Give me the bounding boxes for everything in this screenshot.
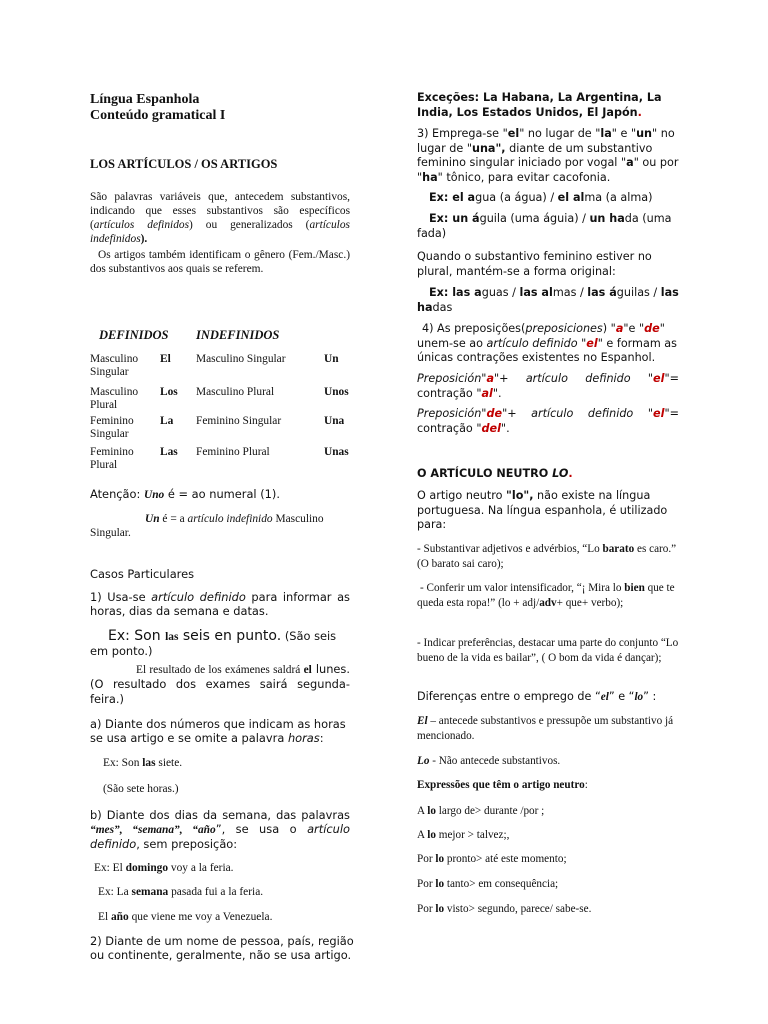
text: semana: [131, 886, 169, 898]
text: diante de um substantivo feminino singular iniciado por vogal ": [417, 141, 653, 169]
example-4: [94, 861, 234, 875]
text: domingo: [125, 862, 169, 874]
text: Diferenças entre o emprego de “: [417, 690, 601, 703]
excecoes: [417, 91, 679, 120]
table-row: [90, 446, 360, 476]
text: .: [568, 467, 573, 480]
text: Exceções: La Habana, La Argentina, La India, Los Estados Unidos, El Japón: [417, 91, 662, 119]
text: contração ": [417, 421, 482, 435]
item-3: [417, 127, 679, 185]
text: das: [432, 300, 453, 314]
text: que te queda esta ropa!” (lo + adj/: [417, 582, 675, 609]
text: ).: [140, 233, 148, 245]
text: un: [636, 127, 653, 140]
text: las á: [587, 286, 617, 299]
text: año: [110, 911, 129, 923]
text: preposiciones: [525, 322, 603, 335]
text: las: [142, 757, 156, 769]
text: las ha: [417, 286, 679, 314]
text: ” :: [643, 690, 657, 703]
text: é = a: [159, 513, 188, 525]
use-2: [417, 581, 679, 610]
text: el: [653, 407, 665, 420]
definite-article: Las: [160, 446, 178, 458]
text: una",: [472, 141, 506, 155]
text: ".: [500, 421, 510, 435]
example-plural: [417, 286, 679, 315]
text: “mes”, “semana”, “año: [90, 824, 216, 836]
item-1: [90, 590, 350, 618]
text: "=: [664, 407, 679, 420]
text: Un: [145, 513, 160, 525]
text: Por: [417, 853, 436, 865]
subtitle: Conteúdo gramatical I: [90, 108, 226, 123]
text: 4) As preposições(: [422, 322, 526, 335]
text: Uno: [143, 489, 165, 501]
text: :: [584, 779, 588, 791]
text: ".: [492, 386, 502, 400]
text: "=: [664, 372, 679, 385]
table-row: [90, 386, 360, 415]
text: barato: [602, 543, 635, 555]
text: artículos indefinidos: [90, 219, 350, 245]
text: não existe na língua portuguesa. Na língua espanhola, é utilizado para:: [417, 489, 668, 531]
row-label: Feminino Singular: [196, 415, 282, 427]
expression-item: [417, 804, 544, 819]
text: Ex: el a: [429, 191, 476, 204]
text: mejor > talvez;,: [435, 829, 510, 841]
text: siete.: [155, 757, 183, 769]
diferencas: [417, 690, 656, 705]
expression-item: [417, 877, 558, 892]
text: - Conferir um valor intensificador, “¡ Mira lo: [420, 582, 625, 594]
text: Por: [417, 903, 436, 915]
text: ” e “: [608, 690, 635, 703]
indefinite-article: Unos: [324, 386, 349, 398]
text: que viene me voy a Venezuela.: [128, 911, 273, 923]
text: tanto> em consequência;: [444, 878, 559, 890]
use-3: - Indicar preferências, destacar uma parte do conjunto “Lo bueno de la vida es bailar”, ( O bom da vida é dançar);: [417, 637, 679, 664]
text: la: [600, 127, 612, 140]
table-row: [90, 353, 360, 386]
text: un ha: [589, 212, 625, 225]
example-6: [98, 910, 272, 924]
text: El: [417, 715, 428, 727]
text: las al: [519, 286, 553, 299]
row-label: Feminino Singular: [90, 415, 134, 440]
text: es caro.” (O barato sai caro);: [417, 543, 677, 570]
text: Ex: las a: [429, 286, 482, 299]
document-title: [90, 92, 350, 124]
text: " no lugar de ": [417, 127, 675, 155]
text: el: [600, 691, 609, 703]
definite-article: El: [160, 353, 171, 365]
text: Expressões que têm o artigo neutro: [417, 779, 585, 791]
text: el al: [557, 191, 585, 204]
text: artículo definido: [90, 822, 350, 851]
text: O ARTÍCULO NEUTRO: [417, 467, 553, 480]
text: ma (a alma): [584, 191, 653, 204]
text: .: [637, 105, 642, 119]
preposition-de: [417, 407, 679, 436]
text: al: [481, 386, 493, 400]
example-aguila: [417, 212, 679, 241]
text: b) Diante dos dias da semana, das palavras: [90, 808, 350, 822]
text: Masculino Singular.: [90, 513, 324, 539]
text: artículo definido: [151, 590, 246, 604]
text: LO: [552, 467, 569, 480]
text: del: [481, 421, 501, 435]
text: Lo: [417, 755, 430, 767]
text: lo: [435, 878, 445, 890]
text: 1) Usa-se: [90, 590, 152, 604]
indefinite-article: Un: [324, 353, 339, 365]
text: Ex: El: [94, 862, 126, 874]
text: , sem preposição:: [136, 837, 238, 851]
text: – antecede substantivos e pressupõe um substantivo já mencionado.: [417, 715, 674, 742]
table-head-definidos: DEFINIDOS: [99, 328, 169, 342]
item-2: 2) Diante de um nome de pessoa, país, região ou continente, geralmente, não se usa artigo.: [90, 934, 354, 962]
expression-item: [417, 828, 509, 843]
text: A: [417, 829, 428, 841]
text: lo: [634, 691, 644, 703]
text: a: [615, 322, 624, 335]
expression-item: [417, 852, 567, 867]
row-label: Masculino Plural: [196, 386, 275, 398]
text: El resultado de los exámenes saldrá: [136, 664, 304, 676]
expressions-heading: [417, 778, 588, 793]
preposition-a: [417, 372, 679, 401]
text: "+ artículo definido ": [502, 407, 654, 420]
definite-article: La: [160, 415, 174, 427]
text: artículo definido: [486, 336, 578, 350]
text: São palavras variáveis que, antecedem substantivos, indicando que esses substantivos são específicos (: [90, 191, 350, 231]
text: voy a la feria.: [168, 862, 234, 874]
text: " unem-se ao: [417, 322, 665, 350]
text: mas /: [552, 286, 588, 299]
plural-note: Quando o substantivo feminino estiver no plural, mantém-se a forma original:: [417, 250, 652, 278]
example-1: [90, 629, 350, 658]
text: Atenção:: [90, 487, 144, 501]
text: (São seis em ponto.): [90, 629, 337, 658]
text: Preposición": [417, 407, 487, 420]
item-b: [90, 808, 350, 851]
text: - Substantivar adjetivos e advérbios, “Lo: [417, 543, 603, 555]
text: ": [577, 336, 587, 350]
gender-note: Os artigos também identificam o gênero (Fem./Masc.) dos substantivos aos quais se referem.: [90, 249, 350, 275]
row-label: Masculino Plural: [90, 386, 139, 411]
casos-heading: Casos Particulares: [90, 567, 195, 581]
row-label: Feminino Plural: [90, 446, 134, 471]
text: " no lugar de ": [519, 127, 601, 140]
text: el: [653, 372, 665, 385]
text: Preposición": [417, 372, 487, 385]
text: Ex: un á: [429, 212, 480, 225]
text: lo: [435, 853, 445, 865]
indefinite-article: Una: [324, 415, 345, 427]
title: Língua Espanhola: [90, 92, 200, 107]
text: de: [644, 322, 660, 335]
text: O artigo neutro: [417, 489, 507, 502]
text: " e ": [611, 127, 637, 140]
text: el: [303, 664, 312, 676]
atencao-note: [90, 487, 350, 502]
text: para informar as horas, dias da semana e datas.: [90, 590, 350, 618]
text: "e ": [623, 322, 645, 335]
example-5: [98, 885, 263, 899]
text: "+ artículo definido ": [494, 372, 654, 385]
text: lo: [435, 903, 445, 915]
section-heading: LOS ARTÍCULOS / OS ARTIGOS: [90, 157, 278, 171]
example-2: [90, 662, 350, 707]
text: lunes. (O resultado dos exames sairá segunda-feira.): [90, 662, 350, 706]
item-4: [417, 322, 679, 366]
text: visto> segundo, parece/ sabe-se.: [444, 903, 592, 915]
expression-item: [417, 902, 591, 917]
item-a: [90, 717, 350, 745]
text: El: [98, 911, 111, 923]
text: guilas /: [616, 286, 661, 299]
text: gua (a água) /: [475, 191, 558, 204]
example-3: [103, 756, 182, 770]
text: largo de> durante /por ;: [435, 805, 545, 817]
lo-definition: [417, 754, 560, 769]
text: é = ao numeral (1).: [164, 487, 280, 501]
text: ”, se usa o: [215, 822, 308, 836]
text: Ex: La: [98, 886, 132, 898]
text: de: [486, 407, 503, 420]
neutro-intro: [417, 489, 679, 533]
text: guila (uma águia) /: [479, 212, 590, 225]
text: seis en punto.: [178, 628, 282, 644]
text: el: [507, 127, 520, 140]
el-definition: [417, 714, 679, 743]
text: da (uma fada): [417, 212, 672, 240]
text: artículo indefinido: [187, 513, 273, 525]
text: lo: [427, 829, 436, 841]
text: - Não antecede substantivos.: [429, 755, 561, 767]
articles-table: [90, 353, 360, 476]
text: + que+ verbo);: [556, 596, 624, 609]
text: "lo",: [506, 489, 534, 502]
text: horas: [287, 731, 320, 745]
use-1: [417, 542, 679, 571]
example-agua: [429, 191, 653, 206]
text: " tônico, para evitar cacofonia.: [437, 170, 611, 184]
text: " ou por ": [417, 156, 679, 184]
row-label: Masculino Singular: [90, 353, 139, 378]
text: pasada fui a la feria.: [168, 886, 264, 898]
indefinite-article: Unas: [324, 446, 349, 458]
text: 3) Emprega-se ": [417, 127, 508, 140]
intro-paragraph: [90, 190, 350, 246]
row-label: Masculino Singular: [196, 353, 286, 365]
text: las: [165, 631, 179, 643]
text: a) Diante dos números que indicam as horas se usa artigo e se omite a palavra: [90, 717, 346, 745]
text: guas /: [481, 286, 520, 299]
definite-article: Los: [160, 386, 178, 398]
text: lo: [427, 805, 436, 817]
example-3-translation: (São sete horas.): [103, 783, 179, 795]
text: artículos definidos: [93, 219, 190, 231]
text: a: [486, 372, 495, 385]
text: A: [417, 805, 428, 817]
table-row: [90, 415, 360, 446]
text: Ex: Son: [103, 757, 143, 769]
text: pronto> até este momento;: [444, 853, 567, 865]
text: :: [319, 731, 324, 745]
text: ) ou generalizados (: [189, 219, 310, 231]
text: contração ": [417, 386, 482, 400]
text: Ex: Son: [108, 628, 166, 644]
table-head-indefinidos: INDEFINIDOS: [196, 328, 280, 342]
text: ha: [422, 170, 438, 184]
text: bien: [624, 582, 645, 594]
un-note: [90, 512, 350, 540]
row-label: Feminino Plural: [196, 446, 270, 458]
text: ) ": [602, 322, 616, 335]
text: Por: [417, 878, 436, 890]
neutro-heading: [417, 467, 573, 482]
text: el: [586, 336, 598, 350]
text: " e formam as únicas contrações existentes no Espanhol.: [417, 336, 677, 364]
text: adv: [539, 596, 557, 609]
text: a: [626, 156, 634, 169]
